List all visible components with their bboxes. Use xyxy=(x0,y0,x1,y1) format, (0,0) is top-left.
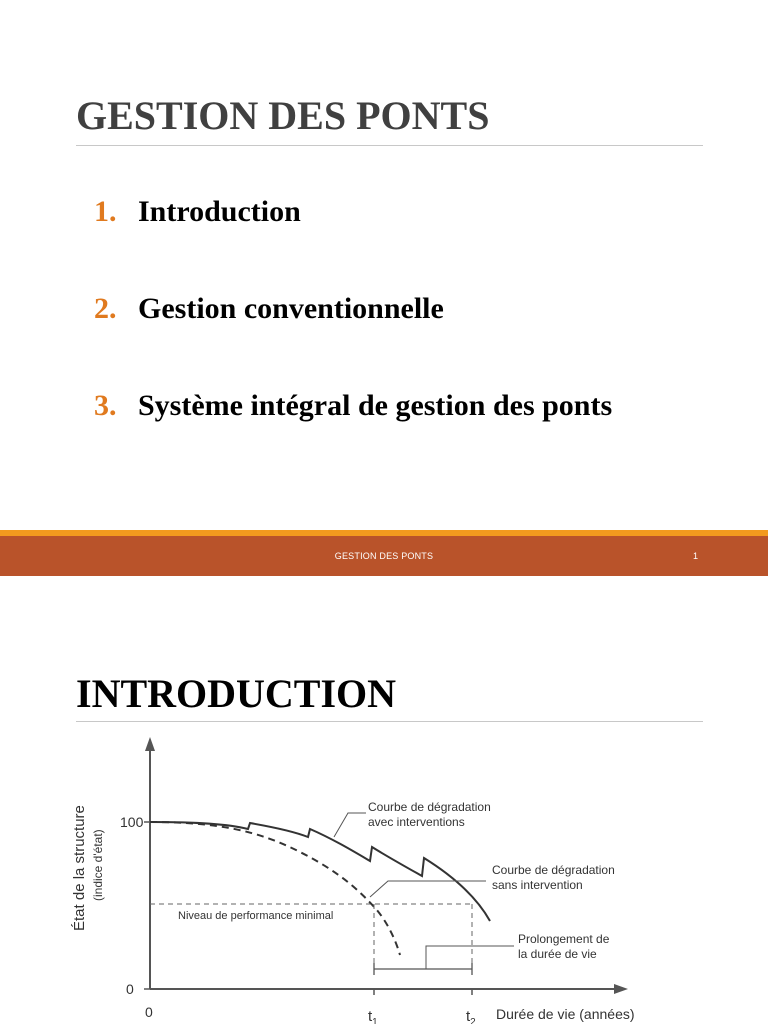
x-tick-0: 0 xyxy=(145,1004,153,1020)
life-extension-label-1: Prolongement de xyxy=(518,932,610,946)
page-number: 1 xyxy=(692,551,698,561)
table-of-contents xyxy=(94,195,612,486)
y-axis-sublabel: (indice d'état) xyxy=(91,829,105,901)
slide-title: GESTION DES PONTS xyxy=(76,93,490,138)
x-tick-t1-sub: 1 xyxy=(372,1017,378,1024)
without-intervention-leader xyxy=(370,881,486,897)
x-tick-t2-main: t xyxy=(466,1008,471,1024)
toc-item-label: Gestion conventionnelle xyxy=(138,292,444,325)
toc-item-number: 1. xyxy=(94,195,117,228)
slide-title: INTRODUCTION xyxy=(76,671,397,716)
x-tick-t1-main: t xyxy=(368,1008,373,1024)
with-interventions-label-1: Courbe de dégradation xyxy=(368,800,491,814)
without-intervention-label-1: Courbe de dégradation xyxy=(492,863,615,877)
x-tick-t2 xyxy=(466,1008,476,1024)
y-tick-0: 0 xyxy=(126,981,134,997)
title-divider xyxy=(76,145,703,146)
x-axis-arrow xyxy=(614,984,628,994)
degradation-figure xyxy=(58,731,668,1024)
title-divider xyxy=(76,721,703,722)
life-extension-label-2: la durée de vie xyxy=(518,947,597,961)
curve-with-interventions xyxy=(150,822,490,921)
toc-item-introduction xyxy=(94,195,612,292)
toc-item-label: Système intégral de gestion des ponts xyxy=(138,389,613,422)
extension-leader xyxy=(426,946,514,969)
toc-item-number: 2. xyxy=(94,292,117,325)
toc-item-label: Introduction xyxy=(138,195,301,228)
x-axis-label: Durée de vie (années) xyxy=(496,1006,635,1022)
slide-2 xyxy=(0,576,768,1024)
x-tick-t2-sub: 2 xyxy=(470,1017,476,1024)
minimum-level-label: Niveau de performance minimal xyxy=(178,910,334,922)
degradation-diagram xyxy=(58,731,668,1024)
without-intervention-label-2: sans intervention xyxy=(492,878,583,892)
x-tick-t1 xyxy=(368,1008,378,1024)
with-interventions-label-2: avec interventions xyxy=(368,815,465,829)
slide-footer xyxy=(0,536,768,576)
with-interventions-leader xyxy=(334,813,366,837)
y-tick-100: 100 xyxy=(120,814,144,830)
y-axis-label: État de la structure xyxy=(71,805,88,931)
curve-without-intervention xyxy=(150,822,400,955)
toc-item-systeme-integral xyxy=(94,389,612,486)
toc-item-number: 3. xyxy=(94,389,117,422)
toc-item-gestion-conventionnelle xyxy=(94,292,612,389)
footer-text: GESTION DES PONTS xyxy=(334,551,434,561)
y-axis-arrow xyxy=(145,737,155,751)
